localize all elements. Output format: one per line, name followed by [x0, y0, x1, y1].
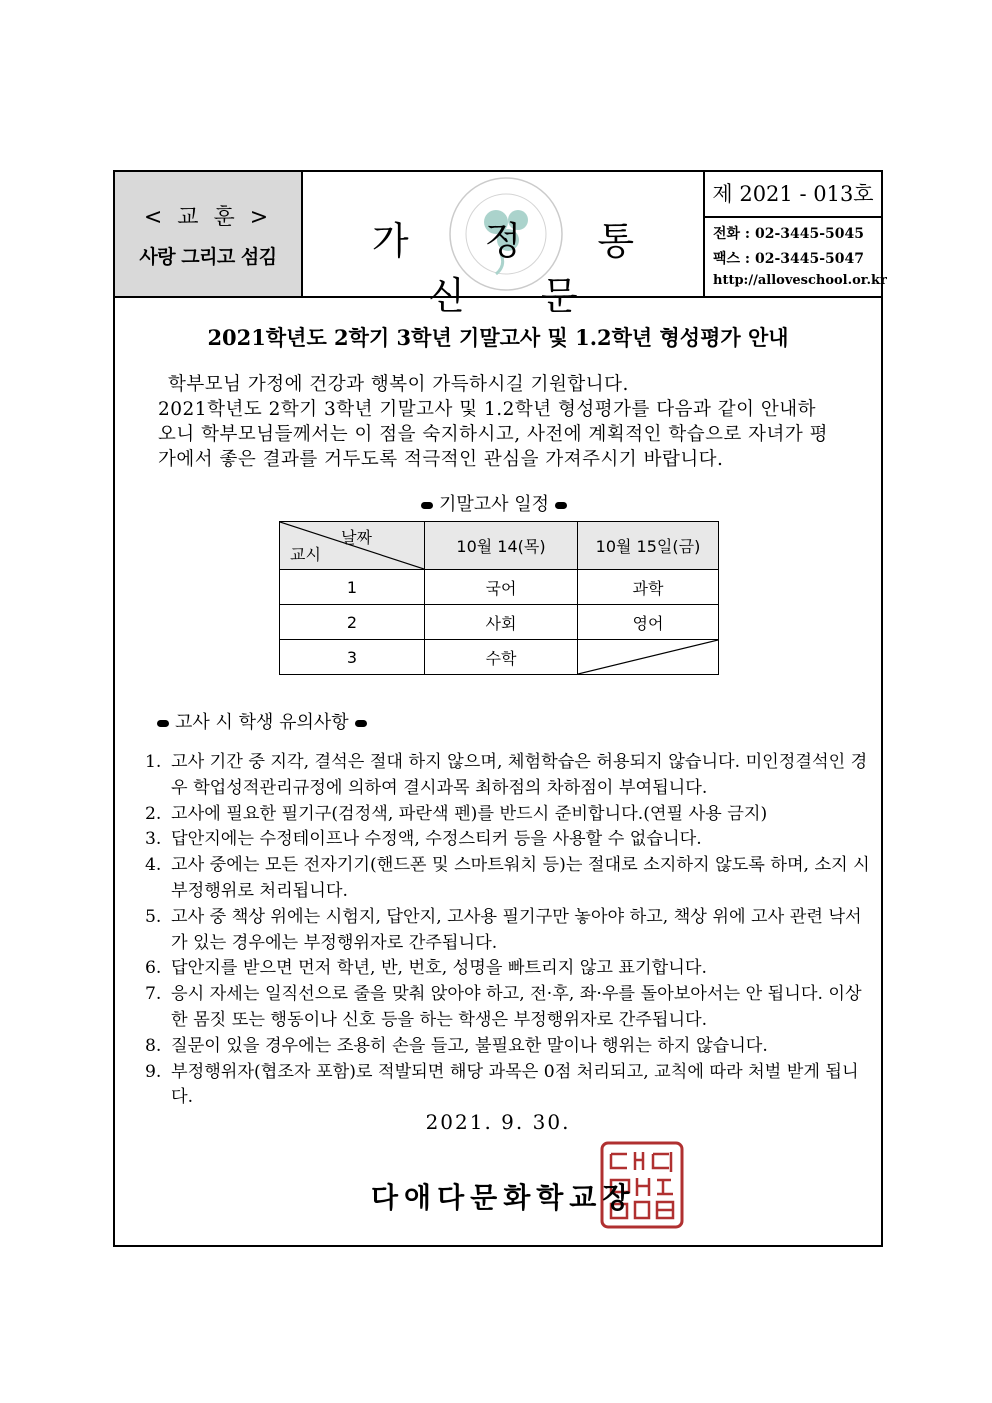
table-row [280, 605, 719, 640]
item-text: 고사 기간 중 지각, 결석은 절대 하지 않으며, 체험학습은 허용되지 않습니다. 미인정결석인 경우 학업성적관리규정에 의하여 결시과목 최하점의 차하점이 부여됩니다. [171, 752, 868, 798]
list-item [145, 956, 870, 982]
list-item [145, 1060, 870, 1112]
item-text: 고사 중 책상 위에는 시험지, 답안지, 고사용 필기구만 놓아야 하고, 책상 위에 고사 관련 낙서가 있는 경우에는 부정행위자로 간주됩니다. [171, 906, 862, 953]
corner-label-date: 날짜 [341, 528, 372, 547]
intro-line: 오니 학부모님들께서는 이 점을 숙지하시고, 사전에 계획적인 학습으로 자녀가 평 [158, 424, 829, 445]
list-item [145, 750, 870, 802]
phone-number: 전화 : 02-3445-5045 [713, 226, 864, 242]
diagonal-line [578, 640, 718, 674]
item-text: 부정행위자(협조자 포함)로 적발되면 해당 과목은 0점 처리되고, 교칙에 따라 처벌 받게 됩니다. [171, 1061, 859, 1108]
subject-cell: 과학 [578, 570, 719, 605]
bullet-icon [421, 502, 433, 509]
issue-number: 제 2021 - 013호 [705, 172, 881, 218]
list-item [145, 827, 870, 853]
table-row [280, 570, 719, 605]
issue-info-box [703, 172, 887, 296]
notice-title: 2021학년도 2학기 3학년 기말고사 및 1.2학년 형성평가 안내 [207, 325, 789, 350]
list-item [145, 853, 870, 905]
intro-line: 학부모님 가정에 건강과 행복이 가득하시길 기원합니다. [168, 374, 629, 395]
period-cell: 1 [280, 570, 425, 605]
precautions-heading [151, 708, 373, 734]
period-cell: 2 [280, 605, 425, 640]
item-number: 6. [145, 958, 162, 979]
subject-cell: 국어 [425, 570, 578, 605]
corner-label-period: 교시 [290, 545, 321, 564]
empty-cell [578, 640, 719, 675]
list-item [145, 905, 870, 957]
item-number: 8. [145, 1035, 162, 1056]
list-item [145, 982, 870, 1034]
schedule-heading [415, 490, 573, 516]
item-text: 고사 중에는 모든 전자기기(핸드폰 및 스마트워치 등)는 절대로 소지하지 않도록 하며, 소지 시 부정행위로 처리됩니다. [171, 855, 870, 901]
school-motto-box [115, 172, 303, 296]
item-text: 답안지에는 수정테이프나 수정액, 수정스티커 등을 사용할 수 없습니다. [171, 829, 702, 850]
item-number: 4. [145, 855, 162, 876]
date-header: 10월 15일(금) [578, 522, 719, 570]
newsletter-header [115, 172, 887, 318]
newsletter-title: 가 정 통 신 문 [371, 219, 667, 318]
principal-signature: 다애다문화학교장 [371, 1181, 636, 1214]
motto-title: < 교 훈 > [143, 205, 273, 230]
item-number: 1. [145, 752, 162, 772]
issue-date: 2021. 9. 30. [425, 1110, 571, 1134]
table-corner-cell [280, 522, 425, 570]
item-number: 3. [145, 829, 162, 850]
intro-line: 2021학년도 2학기 3학년 기말고사 및 1.2학년 형성평가를 다음과 같이 안내하 [158, 399, 816, 420]
newsletter-title-box [303, 172, 703, 318]
list-item [145, 1034, 870, 1060]
newsletter-frame [113, 170, 887, 1247]
precautions-list [145, 750, 870, 1111]
precautions-heading-text: 고사 시 학생 유의사항 [175, 712, 349, 733]
intro-paragraph [158, 372, 848, 472]
item-number: 7. [145, 984, 162, 1005]
item-text: 응시 자세는 일직선으로 줄을 맞춰 앉아야 하고, 전·후, 좌·우를 돌아보아서는 안 됩니다. 이상한 몸짓 또는 행동이나 신호 등을 하는 학생은 부정행위자로 간주됩니다. [171, 984, 862, 1030]
table-row [280, 640, 719, 675]
bullet-icon [555, 502, 567, 509]
bullet-icon [157, 720, 169, 727]
date-header: 10월 14(목) [425, 522, 578, 570]
intro-line: 가에서 좋은 결과를 거두도록 적극적인 관심을 가져주시기 바랍니다. [158, 449, 724, 470]
item-text: 질문이 있을 경우에는 조용히 손을 들고, 불필요한 말이나 행위는 하지 않습니다. [171, 1035, 768, 1056]
subject-cell: 사회 [425, 605, 578, 640]
period-cell: 3 [280, 640, 425, 675]
item-number: 2. [145, 803, 162, 824]
subject-cell: 수학 [425, 640, 578, 675]
item-number: 5. [145, 906, 162, 927]
table-header-row [280, 522, 719, 570]
item-number: 9. [145, 1061, 162, 1082]
schedule-heading-text: 기말고사 일정 [439, 494, 550, 515]
exam-schedule-table [279, 521, 719, 675]
website-link[interactable]: http://alloveschool.or.kr [713, 273, 887, 288]
list-item [145, 802, 870, 828]
item-text: 고사에 필요한 필기구(검정색, 파란색 펜)를 반드시 준비합니다.(연필 사용 금지) [171, 803, 768, 824]
motto-text: 사랑 그리고 섬김 [139, 246, 277, 268]
item-text: 답안지를 받으면 먼저 학년, 반, 번호, 성명을 빠트리지 않고 표기합니다. [171, 958, 707, 979]
subject-cell: 영어 [578, 605, 719, 640]
bullet-icon [355, 720, 367, 727]
fax-number: 팩스 : 02-3445-5047 [713, 251, 864, 267]
